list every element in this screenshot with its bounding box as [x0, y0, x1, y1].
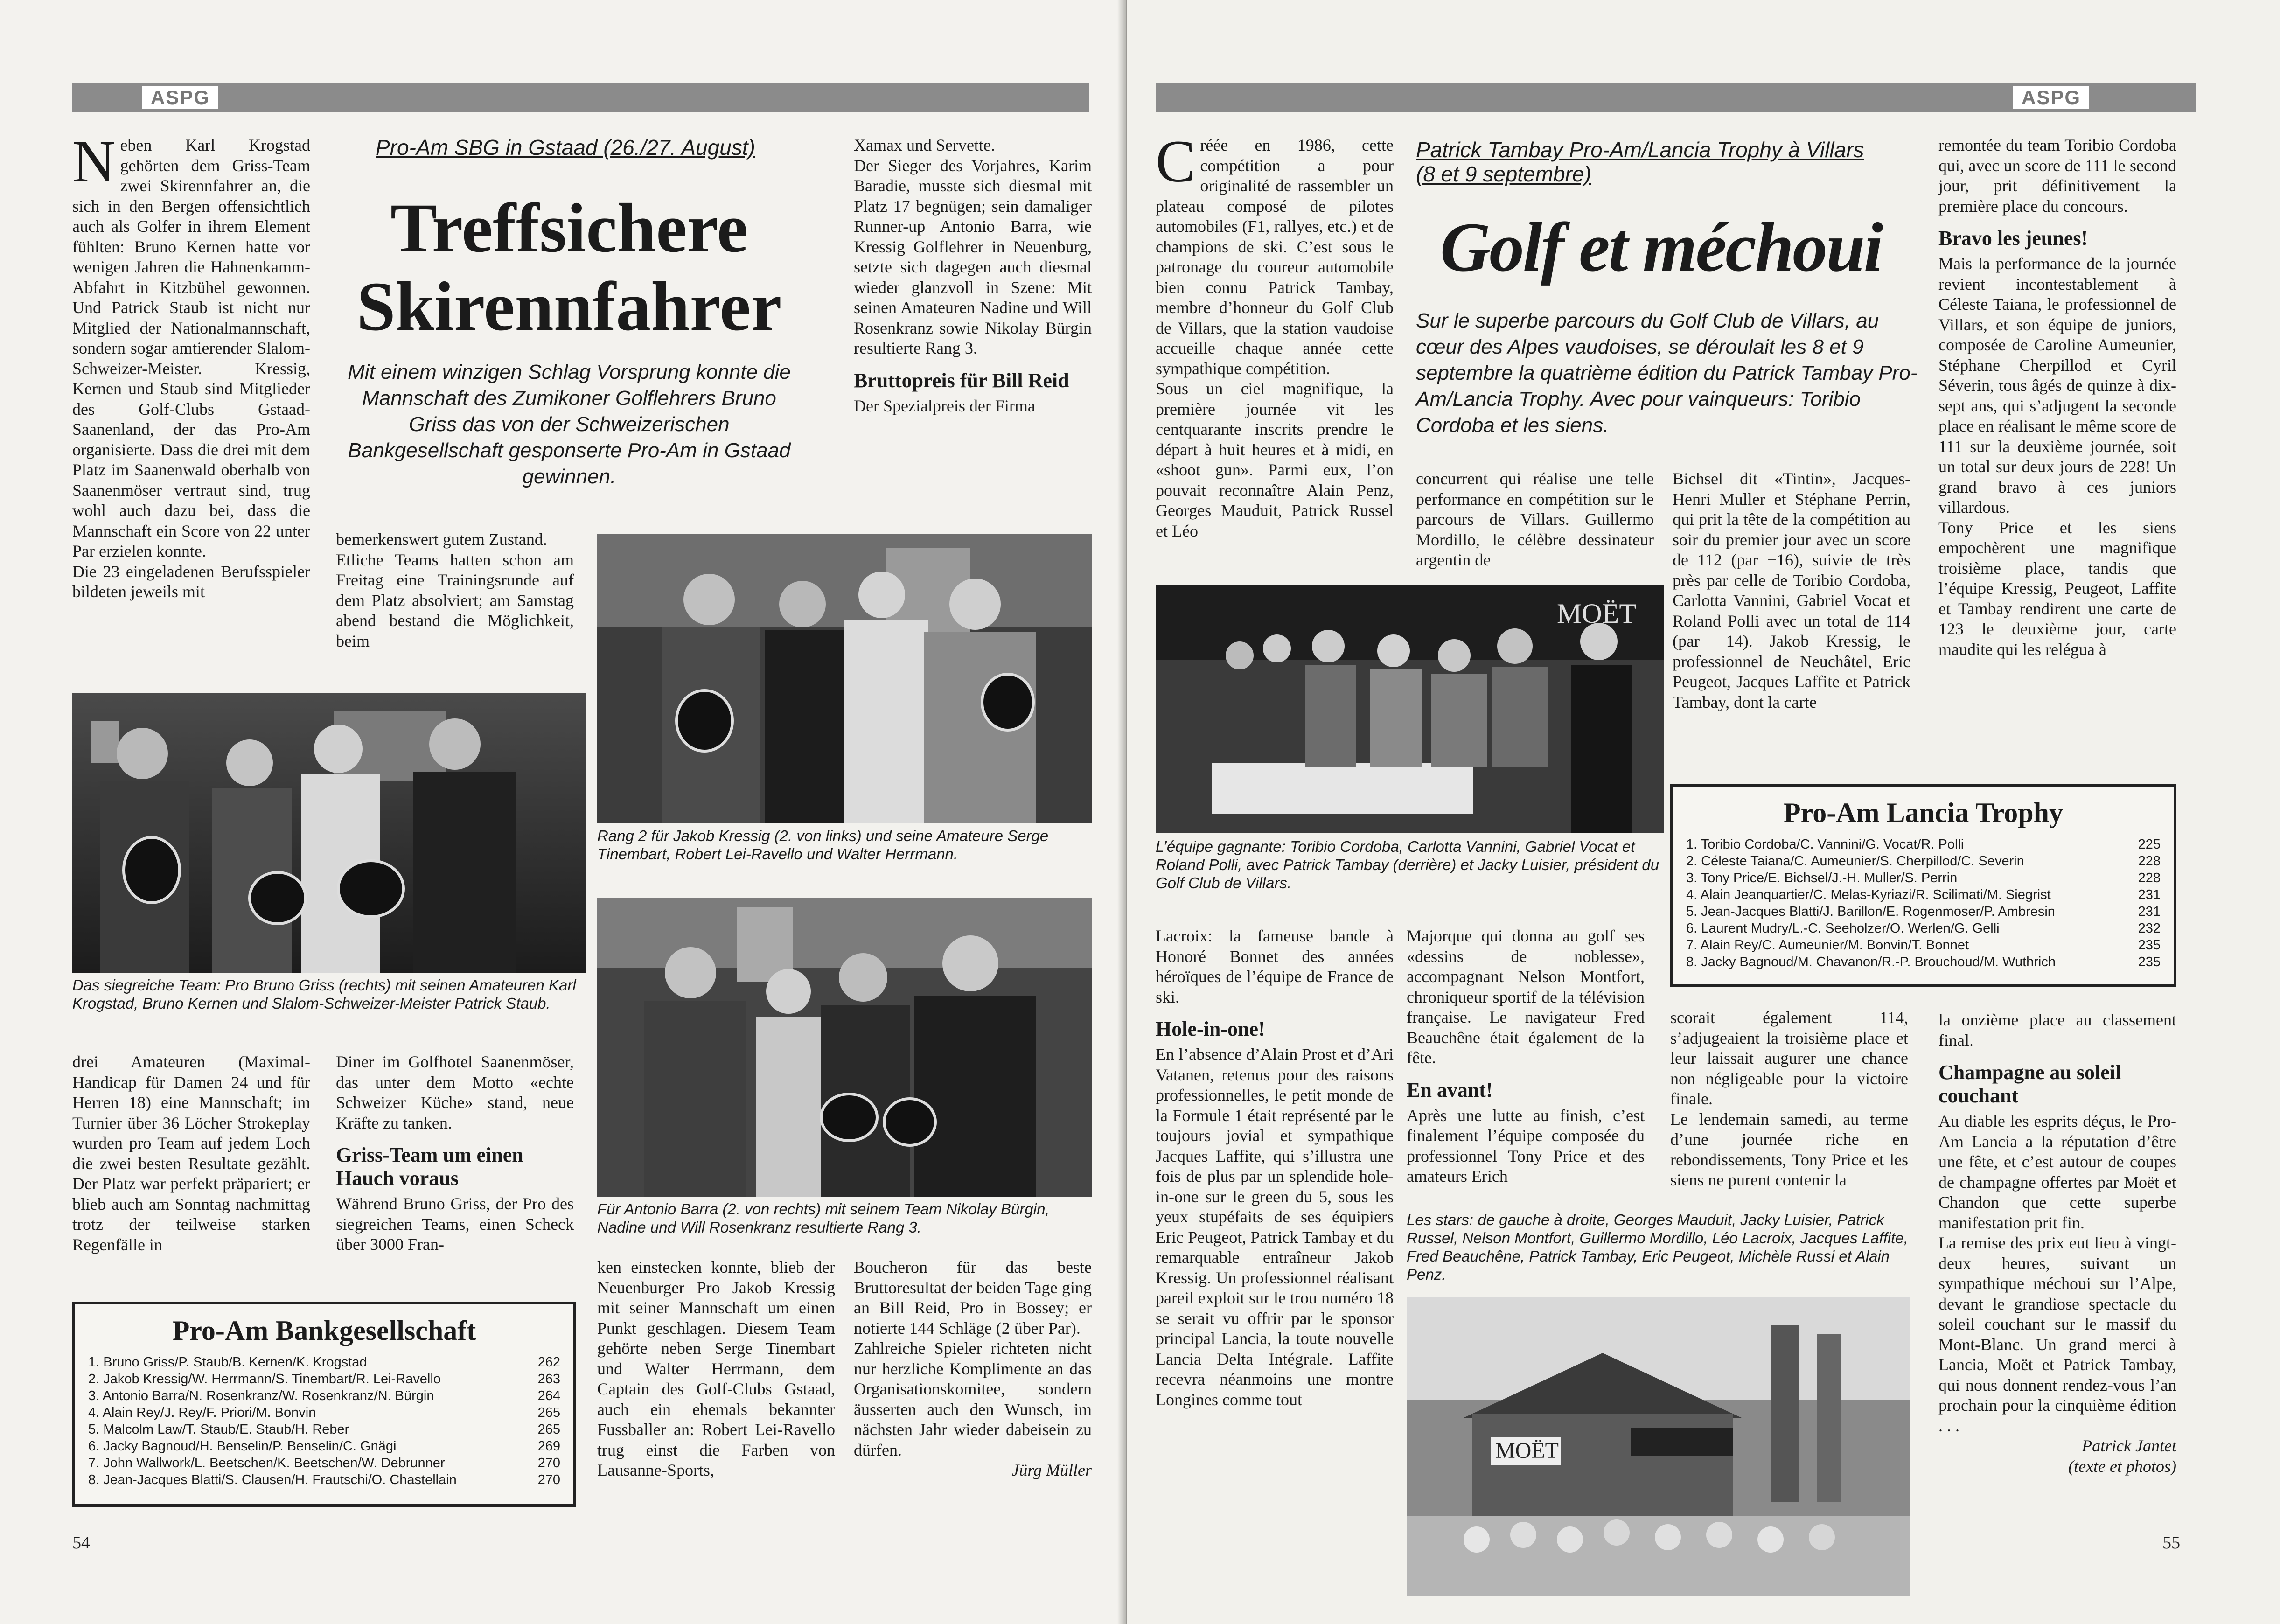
photo-winning-team-right-image — [1156, 585, 1664, 833]
results-list-left — [88, 1354, 560, 1488]
result-score: 231 — [2138, 887, 2161, 902]
result-score: 235 — [2138, 938, 2161, 953]
photo-rang2-image — [597, 534, 1092, 823]
photo-rang3-image — [597, 898, 1092, 1197]
svg-text:MOËT: MOËT — [1495, 1438, 1559, 1463]
left-kicker: Pro-Am SBG in Gstaad (26./27. August) — [376, 135, 755, 160]
result-row — [88, 1354, 560, 1371]
left-lower-col2-subhead: Griss-Team um einen Hauch voraus — [336, 1143, 523, 1190]
left-col1 — [72, 135, 310, 676]
photo-winning-team-left — [72, 693, 586, 973]
result-team: 7. John Wallwork/L. Beetschen/K. Beetschen/W. Debrunner — [88, 1456, 445, 1471]
left-col1-text: eben Karl Krogstad gehörten dem Griss-Team zwei Skirennfahrer an, die sich in den Bergen offensichtlich auch als Golfer in ihrem Element fühlten: Bruno Kernen hatte vor wenigen Jahren die Hahnenkamm-Abfahrt in Kitzbühel gewonnen. Und Patrick Staub ist nicht nur Mitglied der Nationalmannschaft, sondern sogar amtierender Slalom-Schweizer-Meister. Kressig, Kernen und Staub sind Mitglieder des Golf-Clubs Gstaad-Saanenland, der das Pro-Am organisierte. Dass die drei mit dem Platz im Saanenwald oberhalb von Saanenmöser vertraut sind, trug wohl auch dazu bei, dass die Mannschaft ein Score von 22 unter Par erzielen konnte. — [72, 136, 310, 560]
right-author: Patrick Jantet — [2082, 1436, 2176, 1455]
result-row — [88, 1438, 560, 1455]
result-team: 4. Alain Rey/J. Rey/F. Priori/M. Bonvin — [88, 1405, 316, 1420]
page-number-right: 55 — [2162, 1533, 2180, 1553]
left-author: Jürg Müller — [1011, 1461, 1092, 1479]
left-col3 — [854, 135, 1092, 509]
left-lower-col2-text: Diner im Golfhotel Saanenmöser, das unter dem Motto «echte Schweizer Küche» stand, neue Kräfte zu tanken. — [336, 1052, 574, 1132]
results-title-right: Pro-Am Lancia Trophy — [1784, 797, 2063, 828]
result-score: 269 — [537, 1439, 560, 1454]
right-col4-lower-text3: La remise des prix eut lieu à vingt-deux heures, suivant un sympathique méchoui sur l’Alpe, devant le grandiose spectacle du soleil couchant sur le massif du Mont-Blanc. Un grand merci à Lancia, Moët et Patrick Tambay, qui nous donnent rendez-vous l’an prochain pour la cinquième édition . . . — [1938, 1234, 2176, 1435]
right-mid-col1 — [1156, 926, 1394, 1514]
right-col4-lower-text2: Au diable les esprits déçus, le Pro-Am Lancia a la réputation d’être une fête, et c’est autour de coupes de champagne offertes par Moët et Chandon que cette superbe manifestation prit fin. — [1938, 1112, 2176, 1232]
caption-rang3: Für Antonio Barra (2. von rechts) mit seinem Team Nikolay Bürgin, Nadine und Will Rosenkranz resultierte Rang 3. — [597, 1200, 1050, 1236]
result-team: 5. Malcolm Law/T. Staub/E. Staub/H. Reber — [88, 1422, 349, 1437]
right-col4-subhead: Bravo les jeunes! — [1938, 227, 2088, 250]
result-row — [1686, 886, 2161, 903]
result-score: 270 — [537, 1472, 560, 1487]
right-author-note: (texte et photos) — [2068, 1457, 2176, 1476]
result-team: 2. Céleste Taiana/C. Aumeunier/S. Cherpillod/C. Severin — [1686, 854, 2024, 869]
photo-stars-image — [1407, 1297, 1910, 1596]
result-row — [88, 1371, 560, 1387]
right-mid-col3-text: scorait également 114, s’adjugeaient la troisième place et leur laissait augurer une chance non négligeable pour la victoire finale. — [1670, 1008, 1908, 1108]
result-row — [1686, 870, 2161, 886]
svg-text:MOËT: MOËT — [1557, 598, 1636, 629]
right-col1-text: réée en 1986, cette compétition a pour originalité de rassembler un plateau composé de pilotes automobiles (F1, rallyes, etc.) et de champions de ski. C’est sous le patronage du coureur automobile bien connu Patrick Tambay, membre d’honneur du Golf Club de Villars, que la station vaudoise accueille chaque année cette sympathique compétition. — [1156, 136, 1394, 378]
right-kicker-line1: Patrick Tambay Pro-Am/Lancia Trophy à Villars — [1416, 138, 1864, 162]
right-page — [1127, 0, 2280, 1624]
left-col2 — [336, 530, 574, 683]
left-headline-line1: Treffsichere — [390, 189, 748, 267]
result-row — [88, 1404, 560, 1421]
right-kicker-line2: (8 et 9 septembre) — [1416, 162, 1591, 186]
left-lower-col2-text2: Während Bruno Griss, der Pro des siegreichen Teams, einen Scheck über 3000 Fran- — [336, 1194, 574, 1254]
caption-rang2: Rang 2 für Jakob Kressig (2. von links) und seine Amateure Serge Tinembart, Robert Lei-Ravello und Walter Herrmann. — [597, 827, 1049, 863]
result-row — [88, 1455, 560, 1471]
right-col4-text3: Tony Price et les siens empochèrent une magnifique troisième place, tandis que l’équipe Kressig, Peugeot, Laffite et Tambay rendirent une carte de 123 le deuxième jour, carte maudite qui les relégua à — [1938, 518, 2176, 659]
left-lower-col4-text: Boucheron für das beste Bruttoresultat der beiden Tage ging an Bill Reid, Pro in Bossey; er notierte 144 Schläge (2 über Par). — [854, 1258, 1092, 1338]
caption-stars: Les stars: de gauche à droite, Georges Mauduit, Jacky Luisier, Patrick Russel, Nelson Montfort, Guillermo Mordillo, Léo Lacroix, Jacques Laffite, Fred Beauchêne, Patrick Tambay, Eric Peugeot, Michèle Russi et Alain Penz. — [1407, 1211, 1908, 1283]
result-score: 270 — [537, 1456, 560, 1471]
left-lower-col1-text: drei Amateuren (Maximal-Handicap für Damen 24 und für Herren 18) eine Mannschaft; im Turnier über 36 Löcher Strokeplay wurden pro Team auf jedem Loch die zwei besten Resultate gezählt. Der Platz war perfekt präpariert; er blieb auch am Sonntag nachmittag trotz der teilweise starken Regenfälle in — [72, 1052, 310, 1254]
section-tag-left: ASPG — [142, 86, 218, 109]
result-row — [1686, 920, 2161, 937]
photo-rang2 — [597, 534, 1092, 823]
right-mid-col1-subhead: Hole-in-one! — [1156, 1018, 1265, 1040]
dropcap-n: N — [72, 135, 116, 195]
left-lower-col1 — [72, 1052, 310, 1295]
result-score: 235 — [2138, 955, 2161, 969]
result-team: 3. Tony Price/E. Bichsel/J.-H. Muller/S. Perrin — [1686, 871, 1958, 885]
result-team: 3. Antonio Barra/N. Rosenkranz/W. Rosenkranz/N. Bürgin — [88, 1388, 434, 1403]
result-team: 8. Jacky Bagnoud/M. Chavanon/R.-P. Brouchoud/M. Wuthrich — [1686, 955, 2056, 969]
photo-stars — [1407, 1297, 1910, 1596]
right-mid-col3-text2: Le lendemain samedi, au terme d’une journée riche en rebondissements, Tony Price et les siens ne purent contenir la — [1670, 1109, 1908, 1189]
left-lower-col3-text: ken einstecken konnte, blieb der Neuenburger Pro Jakob Kressig mit seiner Mannschaft um einen Punkt geschlagen. Diesem Team gehörte neben Serge Tinembart und Walter Herrmann, dem Captain des Golf-Clubs Gstaad, auch ein ehemals bekannter Fussballer an: Robert Lei-Ravello trug einst die Farben von Lausanne-Sports, — [597, 1258, 835, 1479]
right-col4-text: remontée du team Toribio Cordoba qui, avec un score de 111 le second jour, prit définitivement la première place du concours. — [1938, 136, 2176, 216]
left-col1-text2: Die 23 eingeladenen Berufsspieler bildeten jeweils mit — [72, 562, 310, 601]
left-page — [0, 0, 1127, 1624]
right-mid-col2-text2: Après une lutte au finish, c’est finalement l’équipe composée du professionnel Tony Price et des amateurs Erich — [1407, 1106, 1645, 1185]
right-col4 — [1938, 135, 2176, 770]
result-row — [88, 1471, 560, 1488]
photo-rang3 — [597, 898, 1092, 1197]
left-col3-subhead: Bruttopreis für Bill Reid — [854, 369, 1069, 392]
right-col3-text: Bichsel dit «Tintin», Jacques-Henri Muller et Stéphane Perrin, qui prit la tête de la compétition au soir du premier jour avec un score de 112 (par −16), suivie de très près par celle de Toribio Cordoba, Carlotta Vannini, Gabriel Vocat et Roland Polli avec un total de 114 (par −14). Jakob Kressig, le professionnel de Neuchâtel, Eric Peugeot, Jacques Laffite et Patrick Tambay, dont la carte — [1673, 469, 1910, 711]
result-team: 1. Bruno Griss/P. Staub/B. Kernen/K. Krogstad — [88, 1355, 367, 1370]
result-score: 262 — [537, 1355, 560, 1370]
left-headline — [336, 189, 802, 346]
results-list-right — [1686, 836, 2161, 970]
result-team: 4. Alain Jeanquartier/C. Melas-Kyriazi/R. Scilimati/M. Siegrist — [1686, 887, 2051, 902]
right-mid-col2-subhead: En avant! — [1407, 1078, 1493, 1101]
result-team: 8. Jean-Jacques Blatti/S. Clausen/H. Frautschi/O. Chastellain — [88, 1472, 457, 1487]
result-team: 6. Jacky Bagnoud/H. Benselin/P. Benselin/C. Gnägi — [88, 1439, 397, 1454]
left-col3-text: Xamax und Servette. — [854, 136, 995, 154]
results-box-left — [72, 1302, 576, 1507]
right-mid-col1-text2: En l’absence d’Alain Prost et d’Ari Vatanen, retenus pour des raisons professionnelles, le petit monde de la Formule 1 était représenté par le toujours jovial et sympathique Jacques Laffite, qui s’illustra une fois de plus par un splendide hole-in-one sur le green du 5, sous les yeux stupéfaits de ses équipiers Eric Peugeot, Patrick Tambay et du remarquable entraîneur Jakob Kressig. Un professionnel réalisant pareil exploit sur le trou numéro 18 se serait vu offrir par le sponsor principal Lancia, la toute nouvelle Lancia Delta Intégrale. Laffite recevra néanmoins une montre Longines comme tout — [1156, 1045, 1394, 1409]
results-box-right — [1670, 784, 2176, 987]
result-score: 264 — [537, 1388, 560, 1403]
caption-winning-team-left: Das siegreiche Team: Pro Bruno Griss (rechts) mit seinen Amateuren Karl Krogstad, Bruno Kernen und Slalom-Schweizer-Meister Patrick Staub. — [72, 976, 576, 1012]
right-col2-text: concurrent qui réalise une telle performance en compétition sur le parcours de Villars. Guillermo Mordillo, le célèbre dessinateur argentin de — [1416, 469, 1654, 569]
right-mid-col2-text: Majorque qui donna au golf ses «dessins de noblesse», accompagnant Nelson Montfort, chroniqueur sportif de la télévision française. Le navigateur Fred Beauchêne était également de la fête. — [1407, 927, 1645, 1067]
dropcap-c: C — [1156, 135, 1196, 195]
result-score: 265 — [537, 1405, 560, 1420]
left-lede: Mit einem winzigen Schlag Vorsprung konnte die Mannschaft des Zumikoner Golflehrers Bruno Griss das von der Schweizerischen Bankgesellschaft gesponserte Pro-Am in Gstaad gewinnen. — [348, 361, 791, 488]
caption-winning-team-right: L’équipe gagnante: Toribio Cordoba, Carlotta Vannini, Gabriel Vocat et Roland Polli, avec Patrick Tambay (derrière) et Jacky Luisier, président du Golf Club de Villars. — [1156, 838, 1659, 892]
right-col4-lower-text: la onzième place au classement final. — [1938, 1011, 2176, 1050]
photo-winning-team-left-image — [72, 693, 586, 973]
result-team: 6. Laurent Mudry/L.-C. Seeholzer/O. Werlen/G. Gelli — [1686, 921, 2000, 936]
section-band-left — [72, 83, 1089, 112]
result-score: 228 — [2138, 854, 2161, 869]
section-tag-right: ASPG — [2013, 86, 2089, 109]
result-team: 7. Alain Rey/C. Aumeunier/M. Bonvin/T. Bonnet — [1686, 938, 1969, 953]
result-score: 263 — [537, 1372, 560, 1387]
result-row — [1686, 954, 2161, 970]
result-team: 5. Jean-Jacques Blatti/J. Barillon/E. Rogenmoser/P. Ambresin — [1686, 904, 2055, 919]
right-col1 — [1156, 135, 1394, 565]
left-lower-col4-text2: Zahlreiche Spieler richteten nicht nur herzliche Komplimente an das Organisationskomitee, sondern äusserten auch den Wunsch, im nächsten Jahr wieder dabeisein zu dürfen. — [854, 1339, 1092, 1459]
results-title-left: Pro-Am Bankgesellschaft — [172, 1315, 476, 1346]
left-col2-text: bemerkenswert gutem Zustand. — [336, 530, 547, 549]
result-score: 232 — [2138, 921, 2161, 936]
right-col4-lower — [1938, 1010, 2176, 1500]
right-col2 — [1416, 469, 1654, 572]
right-headline: Golf et méchoui — [1440, 209, 1882, 286]
result-row — [1686, 853, 2161, 870]
result-score: 265 — [537, 1422, 560, 1437]
result-score: 228 — [2138, 871, 2161, 885]
result-row — [88, 1387, 560, 1404]
right-lede: Sur le superbe parcours du Golf Club de Villars, au cœur des Alpes vaudoises, se déroulait les 8 et 9 septembre la quatrième édition du Patrick Tambay Pro-Am/Lancia Trophy. Avec pour vainqueurs: Toribio Cordoba et les siens. — [1416, 309, 1917, 437]
right-mid-col1-text: Lacroix: la fameuse bande à Honoré Bonnet des années héroïques de l’équipe de France de ski. — [1156, 927, 1394, 1006]
result-score: 231 — [2138, 904, 2161, 919]
right-mid-col3 — [1670, 1008, 1908, 1204]
left-headline-line2: Skirennfahrer — [356, 268, 782, 345]
right-col4-lower-subhead: Champagne au soleil couchant — [1938, 1061, 2121, 1107]
result-row — [1686, 836, 2161, 853]
right-col4-text2: Mais la performance de la journée revient incontestablement à Céleste Taiana, le professionnel de Villars, et son équipe de juniors, composée de Caroline Aumeunier, Stéphane Cherpillod et Cyril Séverin, tous âgés de quinze à dix-sept ans, qui s’adjugent la seconde place en réalisant le même score de 111 sur la deuxième journée, soit un total sur deux jours de 228! Un grand bravo à ces juniors villardous. — [1938, 254, 2176, 516]
result-row — [88, 1421, 560, 1438]
right-col1-text2: Sous un ciel magnifique, la première journée vit les centquarante inscrits prendre le départ à huit heures et à midi, en «shoot gun». Parmi eux, l’on pouvait reconnaître Alain Penz, Georges Mauduit, Patrick Russel et Léo — [1156, 379, 1394, 540]
left-col2-text2: Etliche Teams hatten schon am Freitag eine Trainingsrunde auf dem Platz absolviert; am Samstag abend bestand die Möglichkeit, beim — [336, 550, 574, 650]
left-col3-text3: Der Spezialpreis der Firma — [854, 396, 1035, 415]
right-col3 — [1673, 469, 1910, 767]
result-row — [1686, 937, 2161, 954]
left-col3-text2: Der Sieger des Vorjahres, Karim Baradie, musste sich diesmal mit Platz 17 begnügen; sein damaliger Runner-up Antonio Barra, wie Kressig Golflehrer in Neuenburg, setzte sich dagegen auch diesmal wieder glanzvoll in Szene: Mit seinen Amateuren Nadine und Will Rosenkranz sowie Nikolay Bürgin resultierte Rang 3. — [854, 156, 1092, 357]
left-lower-col2 — [336, 1052, 574, 1295]
photo-winning-team-right — [1156, 585, 1664, 833]
right-mid-col2 — [1407, 926, 1645, 1206]
page-number-left: 54 — [72, 1533, 90, 1553]
result-team: 2. Jakob Kressig/W. Herrmann/S. Tinembart/R. Lei-Ravello — [88, 1372, 441, 1387]
left-lower-col4 — [854, 1257, 1092, 1505]
result-team: 1. Toribio Cordoba/C. Vannini/G. Vocat/R. Polli — [1686, 837, 1964, 852]
right-kicker — [1416, 138, 1920, 186]
result-score: 225 — [2138, 837, 2161, 852]
result-row — [1686, 903, 2161, 920]
left-lower-col3 — [597, 1257, 835, 1505]
